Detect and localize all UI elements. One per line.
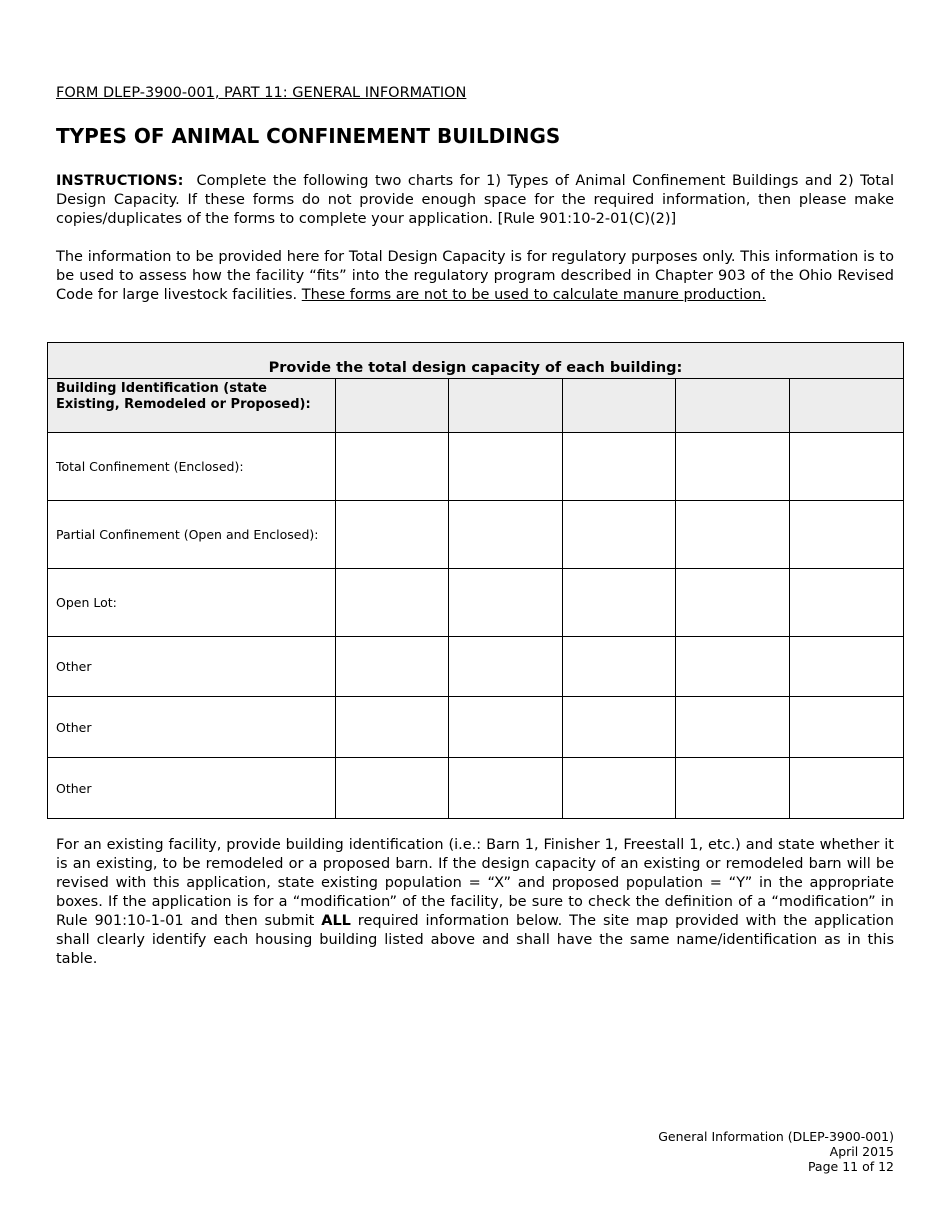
table-row bbox=[48, 697, 904, 758]
capacity-cell[interactable] bbox=[336, 433, 449, 501]
info-paragraph bbox=[56, 248, 894, 305]
capacity-cell[interactable] bbox=[676, 637, 790, 697]
building-id-row bbox=[48, 379, 904, 433]
row-label: Other bbox=[48, 637, 336, 697]
page-title: TYPES OF ANIMAL CONFINEMENT BUILDINGS bbox=[56, 124, 561, 148]
capacity-cell[interactable] bbox=[449, 569, 563, 637]
capacity-cell[interactable] bbox=[336, 697, 449, 758]
capacity-cell[interactable] bbox=[449, 758, 563, 819]
capacity-cell[interactable] bbox=[790, 697, 904, 758]
existing-facility-paragraph bbox=[56, 836, 894, 969]
capacity-cell[interactable] bbox=[790, 501, 904, 569]
capacity-cell[interactable] bbox=[563, 569, 676, 637]
table-row bbox=[48, 501, 904, 569]
row-label: Total Confinement (Enclosed): bbox=[48, 433, 336, 501]
capacity-cell[interactable] bbox=[790, 569, 904, 637]
footer-date: April 2015 bbox=[829, 1144, 894, 1159]
table-header-row bbox=[48, 343, 904, 379]
row-label: Partial Confinement (Open and Enclosed): bbox=[48, 501, 336, 569]
building-id-cell-5[interactable] bbox=[790, 379, 904, 433]
capacity-cell[interactable] bbox=[336, 637, 449, 697]
building-id-cell-2[interactable] bbox=[449, 379, 563, 433]
capacity-cell[interactable] bbox=[676, 501, 790, 569]
row-label: Open Lot: bbox=[48, 569, 336, 637]
capacity-cell[interactable] bbox=[790, 433, 904, 501]
capacity-cell[interactable] bbox=[336, 501, 449, 569]
capacity-cell[interactable] bbox=[449, 433, 563, 501]
capacity-cell[interactable] bbox=[676, 569, 790, 637]
table-row bbox=[48, 433, 904, 501]
row-label: Other bbox=[48, 697, 336, 758]
paragraph-part-2: required information below. The site map provided with the application shall clearly identify each housing building listed above and shall have the same name/identification as in this table. bbox=[56, 913, 894, 967]
capacity-cell[interactable] bbox=[790, 758, 904, 819]
design-capacity-table bbox=[47, 342, 904, 819]
table-row bbox=[48, 569, 904, 637]
footer-form-name: General Information (DLEP-3900-001) bbox=[658, 1129, 894, 1144]
instructions-text: Complete the following two charts for 1) Types of Animal Confinement Buildings and 2) Total Design Capacity. If these forms do not provide enough space for the required information, then please make copies/duplicates of the forms to complete your application. [Rule 901:10-2-01(C)(2)] bbox=[56, 173, 895, 227]
capacity-cell[interactable] bbox=[563, 758, 676, 819]
building-id-cell-1[interactable] bbox=[336, 379, 449, 433]
paragraph-bold-all: ALL bbox=[321, 913, 351, 929]
capacity-cell[interactable] bbox=[676, 758, 790, 819]
page-footer bbox=[658, 1129, 894, 1174]
building-id-cell-3[interactable] bbox=[563, 379, 676, 433]
capacity-cell[interactable] bbox=[790, 637, 904, 697]
table-row bbox=[48, 637, 904, 697]
table-row bbox=[48, 758, 904, 819]
capacity-cell[interactable] bbox=[449, 501, 563, 569]
capacity-cell[interactable] bbox=[563, 697, 676, 758]
building-id-cell-4[interactable] bbox=[676, 379, 790, 433]
capacity-cell[interactable] bbox=[563, 637, 676, 697]
capacity-cell[interactable] bbox=[449, 697, 563, 758]
capacity-cell[interactable] bbox=[563, 433, 676, 501]
instructions-label: INSTRUCTIONS: bbox=[56, 173, 184, 189]
paragraph-part-1: For an existing facility, provide building identification (i.e.: Barn 1, Finisher 1, Freestall 1, etc.) and state whether it is an existing, to be remodeled or a proposed barn. If the design capacity of an existing or remodeled barn will be revised with this application, state existing population = “X” and proposed population = “Y” in the appropriate boxes. If the application is for a “modification” of the facility, be sure to check the definition of a “modification” in Rule 901:10-1-01 and then submit bbox=[56, 837, 894, 929]
footer-page-number: Page 11 of 12 bbox=[807, 1159, 894, 1174]
building-id-label: Building Identification (state Existing, Remodeled or Proposed): bbox=[48, 379, 336, 433]
info-underlined-note: These forms are not to be used to calculate manure production. bbox=[301, 287, 766, 303]
capacity-cell[interactable] bbox=[563, 501, 676, 569]
capacity-cell[interactable] bbox=[676, 697, 790, 758]
info-text: The information to be provided here for Total Design Capacity is for regulatory purposes only. This information is to be used to assess how the facility “fits” into the regulatory program described in Chapter 903 of the Ohio Revised Code for large livestock facilities. bbox=[56, 249, 894, 303]
capacity-cell[interactable] bbox=[449, 637, 563, 697]
instructions-paragraph bbox=[56, 172, 894, 229]
form-reference: FORM DLEP-3900-001, PART 11: GENERAL INFORMATION bbox=[56, 85, 467, 101]
capacity-cell[interactable] bbox=[676, 433, 790, 501]
capacity-cell[interactable] bbox=[336, 758, 449, 819]
table-header: Provide the total design capacity of each building: bbox=[48, 343, 904, 379]
row-label: Other bbox=[48, 758, 336, 819]
capacity-cell[interactable] bbox=[336, 569, 449, 637]
